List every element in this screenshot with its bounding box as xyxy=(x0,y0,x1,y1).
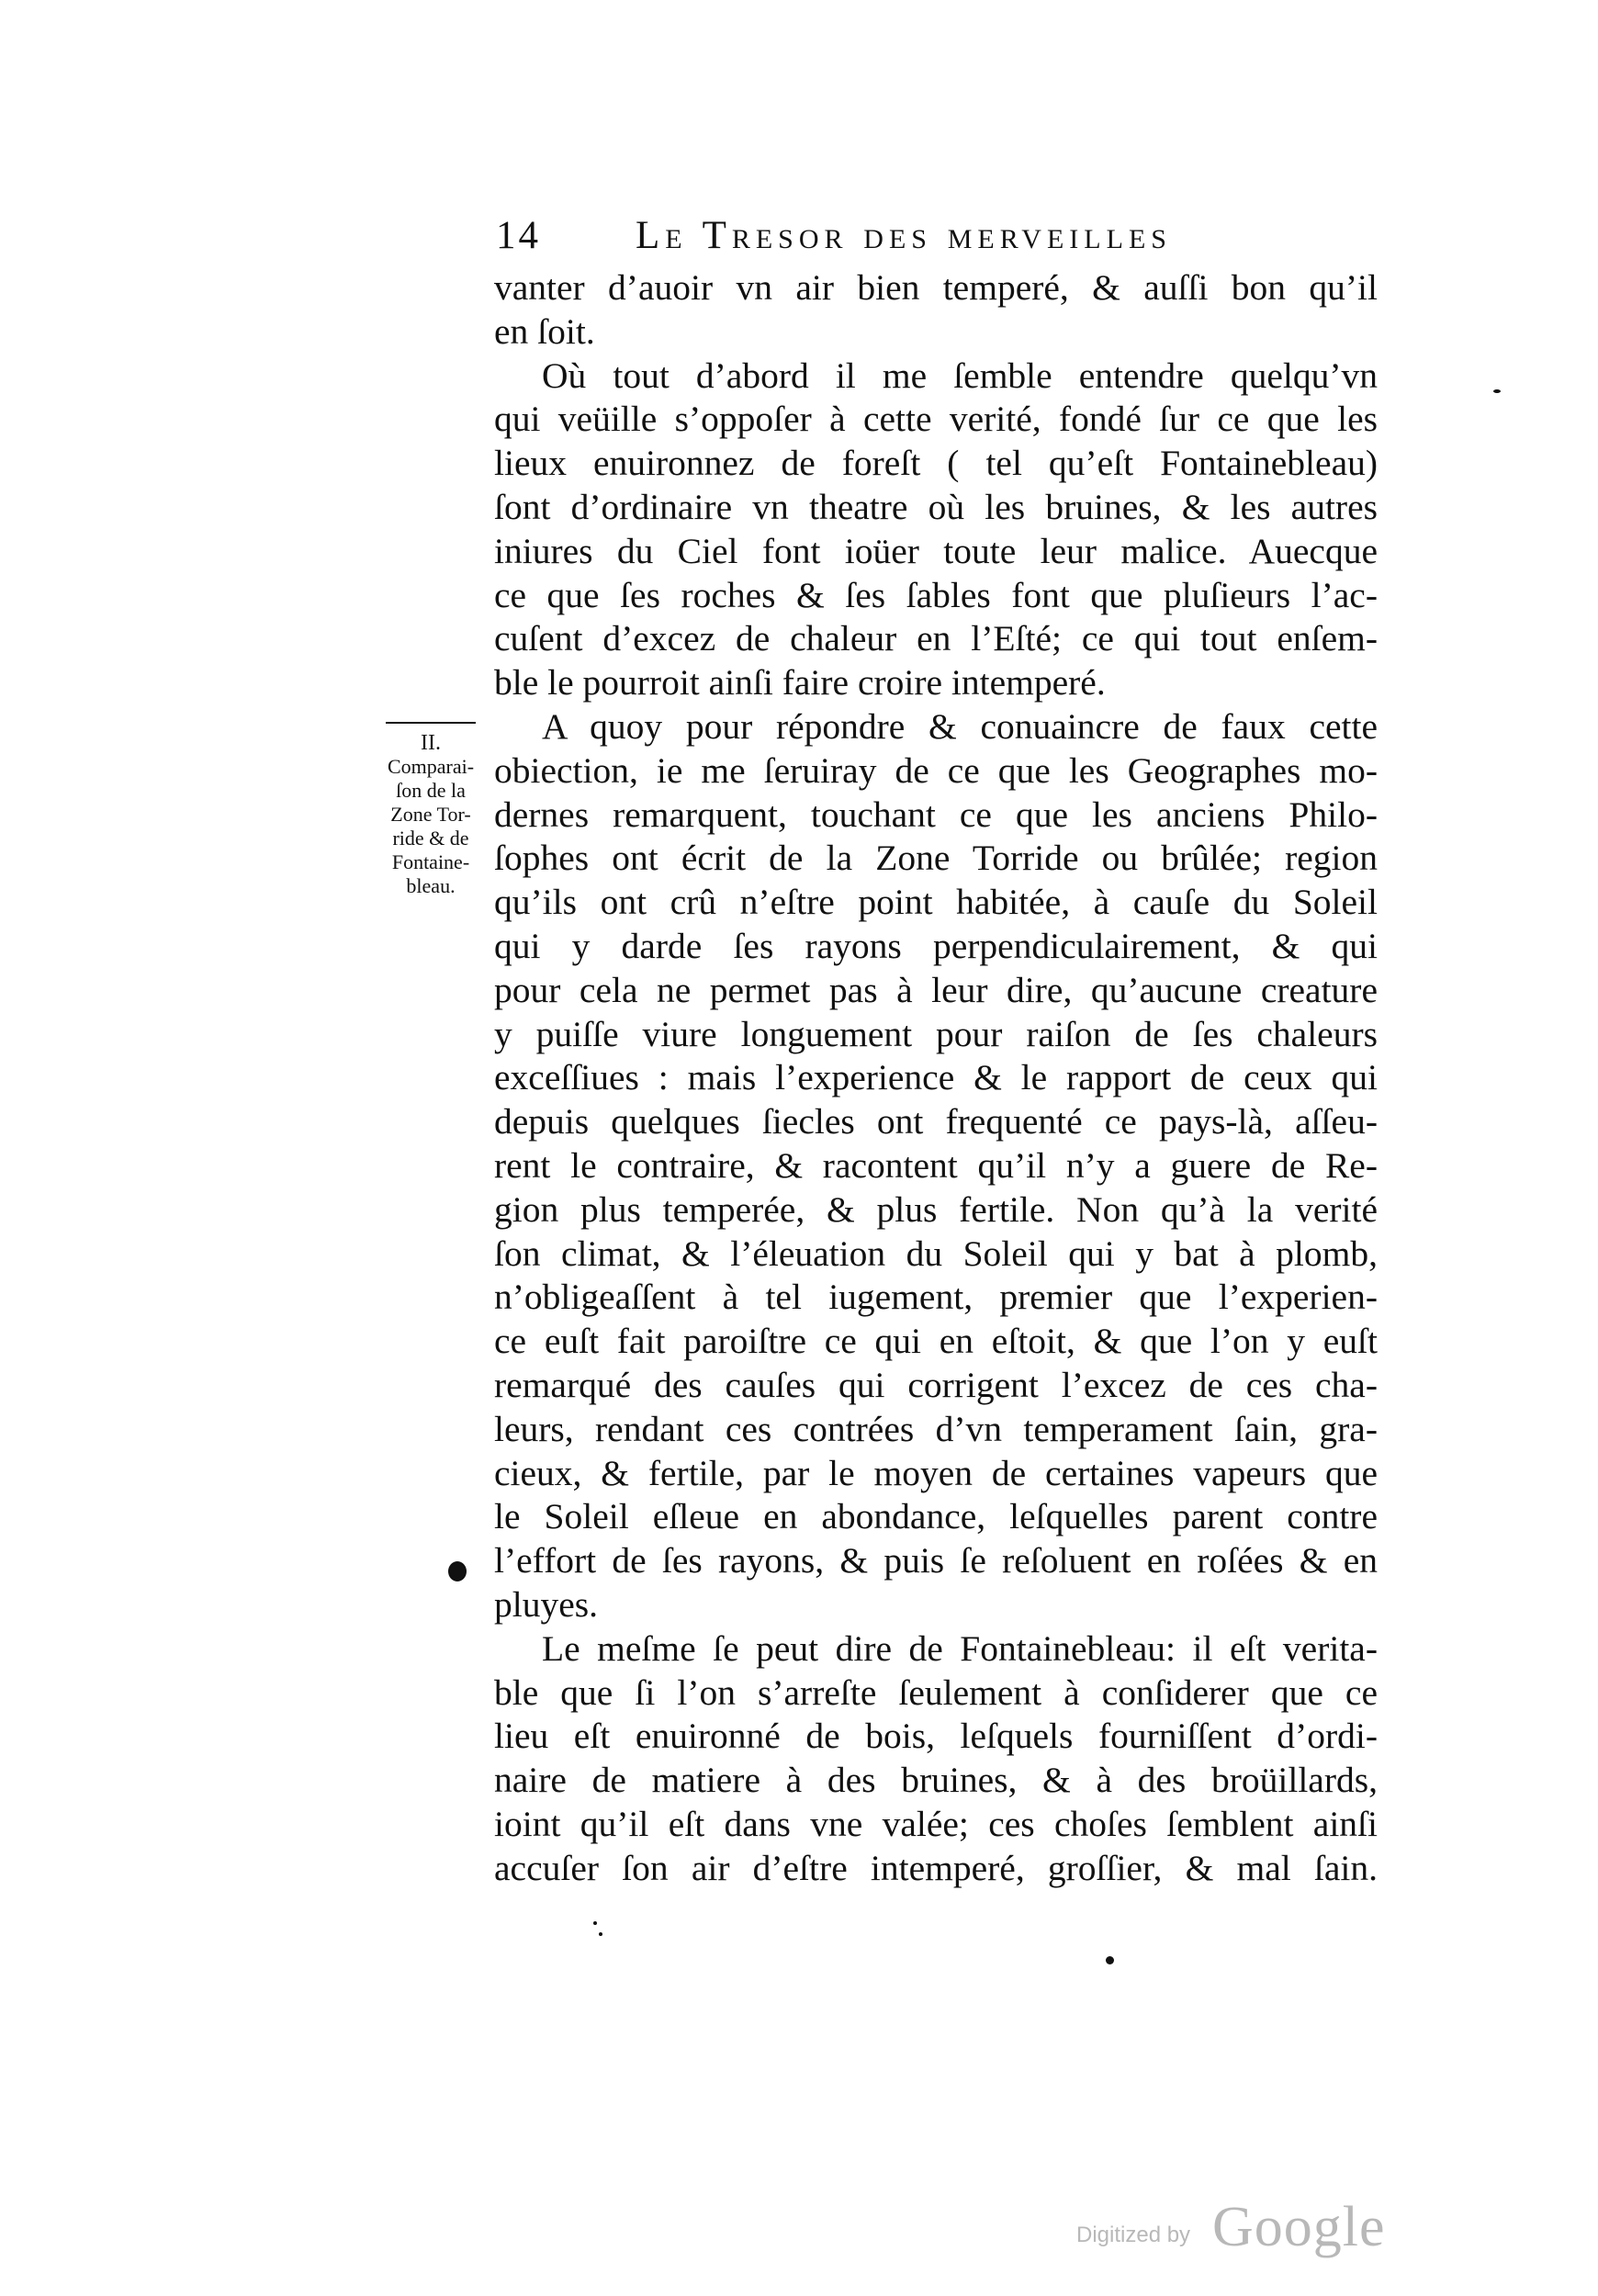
text-line: iniures du Ciel font ioüer toute leur malice. Auecque xyxy=(494,530,1378,571)
text-line: ce que ſes roches & ſes ſables font que pluſieurs l’ac- xyxy=(494,574,1378,615)
ink-speck xyxy=(1493,389,1501,393)
marginal-note-line: Zone Tor- xyxy=(390,803,471,826)
marginal-note-line: bleau. xyxy=(406,874,456,897)
text-line: depuis quelques ſiecles ont frequenté ce pays-là, aſſeu- xyxy=(494,1101,1378,1142)
page-number: 14 xyxy=(496,214,541,257)
running-title: Le Tresor des merveilles xyxy=(636,214,1172,257)
marginal-note-line: Comparai- xyxy=(387,755,475,778)
text-line: rent le contraire, & racontent qu’il n’y a guere de Re- xyxy=(494,1144,1378,1186)
text-line: cuſent d’excez de chaleur en l’Eſté; ce qui tout enſem- xyxy=(494,618,1378,659)
text-line: qu’ils ont crû n’eſtre point habitée, à cauſe du Soleil xyxy=(494,882,1378,923)
text-line: ſont d’ordinaire vn theatre où les bruines, & les autres xyxy=(494,486,1378,527)
watermark-prefix: Digitized by xyxy=(1076,2223,1191,2247)
text-line: le Soleil eſleue en abondance, leſquelles parent contre xyxy=(494,1496,1378,1537)
marginal-rule xyxy=(386,722,476,724)
text-line: cieux, & fertile, par le moyen de certaines vapeurs que xyxy=(494,1452,1378,1493)
text-line: lieux enuironnez de foreſt ( tel qu’eſt Fontainebleau) xyxy=(494,443,1378,484)
ink-speck xyxy=(593,1921,597,1925)
text-line: ſophes ont écrit de la Zone Torride ou brûlée; region xyxy=(494,838,1378,879)
text-line: qui veüille s’oppoſer à cette verité, fondé ſur ce que les xyxy=(494,399,1378,440)
text-line: en ſoit. xyxy=(494,310,595,352)
text-line: lieu eſt enuironné de bois, leſquels fourniſſent d’ordi- xyxy=(494,1716,1378,1757)
text-line: ble le pourroit ainſi faire croire intemperé. xyxy=(494,662,1106,703)
ink-speck xyxy=(1106,1956,1114,1964)
text-line: dernes remarquent, touchant ce que les anciens Philo- xyxy=(494,793,1378,835)
text-line: accuſer ſon air d’eſtre intemperé, groſſier, & mal ſain. xyxy=(494,1847,1378,1888)
marginal-note-line: ride & de xyxy=(392,827,469,850)
text-line: pour cela ne permet pas à leur dire, qu’aucune creature xyxy=(494,969,1378,1010)
text-line: ioint qu’il eſt dans vne valée; ces choſes ſemblent ainſi xyxy=(494,1803,1378,1844)
running-head xyxy=(496,213,1378,268)
digitization-watermark xyxy=(1076,2195,1407,2259)
text-line: l’effort de ſes rayons, & puis ſe reſoluent en roſées & en xyxy=(494,1540,1378,1581)
text-line: A quoy pour répondre & conuaincre de faux cette xyxy=(542,705,1378,747)
text-line: y puiſſe viure longuement pour raiſon de ſes chaleurs xyxy=(494,1013,1378,1054)
text-line: Le meſme ſe peut dire de Fontainebleau: il eſt verita- xyxy=(542,1627,1378,1669)
ink-speck xyxy=(599,1932,602,1936)
text-line: leurs, rendant ces contrées d’vn temperament ſain, gra- xyxy=(494,1408,1378,1449)
text-line: gion plus temperée, & plus fertile. Non qu’à la verité xyxy=(494,1188,1378,1230)
marginal-note-line: ſon de la xyxy=(396,779,466,802)
text-line: ſon climat, & l’éleuation du Soleil qui y bat à plomb, xyxy=(494,1232,1378,1274)
body-text xyxy=(494,266,1378,1890)
text-line: vanter d’auoir vn air bien temperé, & auſſi bon qu’il xyxy=(494,267,1378,308)
text-line: remarqué des cauſes qui corrigent l’excez de ces cha- xyxy=(494,1364,1378,1405)
text-line: n’obligeaſſent à tel iugement, premier que l’experien- xyxy=(494,1277,1378,1318)
text-line: Où tout d’abord il me ſemble entendre quelqu’vn xyxy=(542,355,1378,396)
text-line: ble que ſi l’on s’arreſte ſeulement à conſiderer que ce xyxy=(494,1671,1378,1713)
google-logo: Google xyxy=(1212,2196,1386,2258)
text-line: ce euſt fait paroiſtre ce qui en eſtoit, & que l’on y euſt xyxy=(494,1321,1378,1362)
text-line: obiection, ie me ſeruiray de ce que les Geographes mo- xyxy=(494,749,1378,791)
text-line: pluyes. xyxy=(494,1583,599,1625)
text-line: exceſſiues : mais l’experience & le rapport de ceux qui xyxy=(494,1057,1378,1098)
marginal-note-line: Fontaine- xyxy=(391,850,470,873)
text-line: qui y darde ſes rayons perpendiculairement, & qui xyxy=(494,925,1378,966)
marginal-note-number: II. xyxy=(421,731,441,755)
marginal-note xyxy=(375,722,487,898)
text-line: naire de matiere à des bruines, & à des broüillards, xyxy=(494,1760,1378,1801)
ink-blot xyxy=(448,1561,467,1581)
